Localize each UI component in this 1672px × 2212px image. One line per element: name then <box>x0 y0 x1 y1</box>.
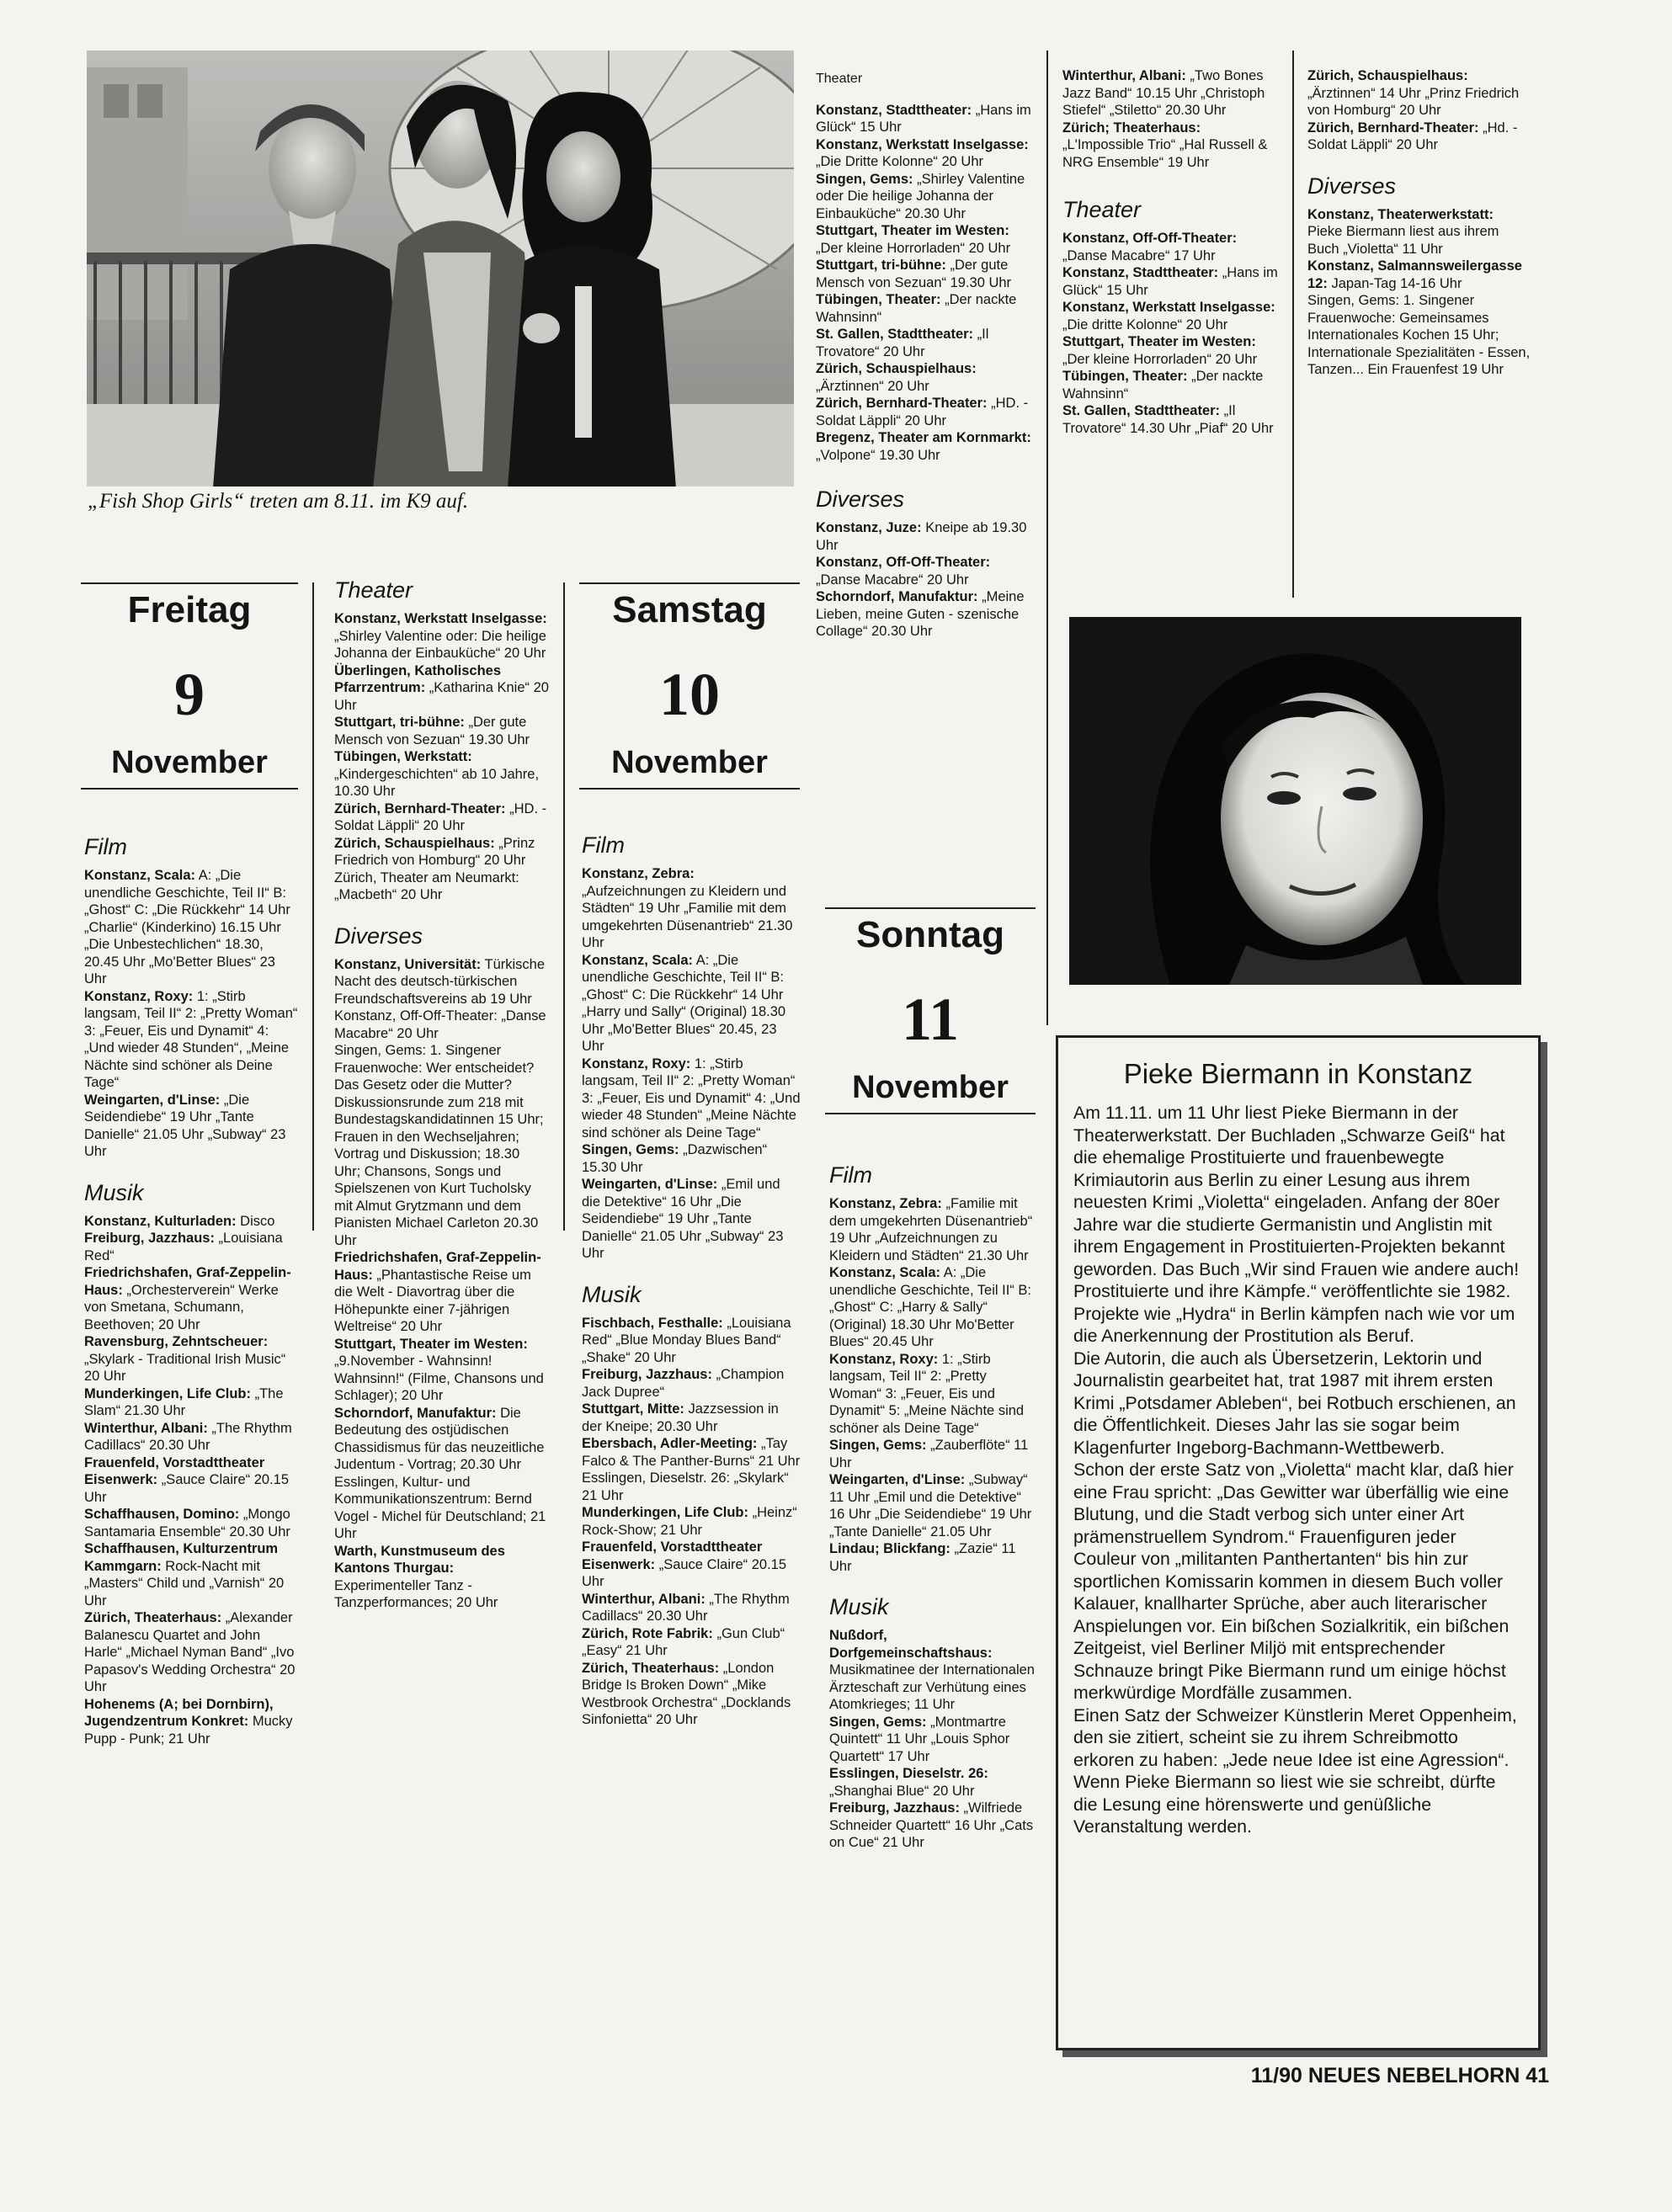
listing-venue: Freiburg, Jazzhaus: <box>582 1367 712 1382</box>
listing-entry <box>334 835 549 869</box>
listing-text: 1: „Stirb langsam, Teil II“ 2: „Pretty Woman“ 3: „Feuer, Eis und Dynamit“ 4: „Und wieder 48 Stunden“ „Meine Nächte sind schöner als Deine Tage“ <box>582 1055 801 1141</box>
listing-text: „Der nackte Wahnsinn“ <box>816 292 1017 325</box>
listing-text: „Dazwischen“ 15.30 Uhr <box>582 1142 768 1175</box>
listing-text: Mucky Pupp - Punk; 21 Uhr <box>84 1714 293 1747</box>
listing-venue: Frauenfeld, Vorstadttheater Eisenwerk: <box>582 1539 763 1572</box>
column-sunday-3 <box>1307 67 1531 379</box>
listing-text: „London Bridge Is Broken Down“ „Mike Westbrook Orchestra“ „Docklands Sinfonietta“ 20 Uhr <box>582 1660 791 1727</box>
listing-venue: Stuttgart, Theater im Westen: <box>334 1336 528 1352</box>
listing-venue: Winterthur, Albani: <box>1062 68 1186 83</box>
listing-entry <box>829 1765 1040 1800</box>
listing-venue: Winterthur, Albani: <box>582 1591 706 1607</box>
listing-text: „The Slam“ 21.30 Uhr <box>84 1385 284 1418</box>
listing-venue: Konstanz, Roxy: <box>582 1055 691 1071</box>
listing-text: „Prinz Friedrich von Homburg“ 20 Uhr <box>334 835 535 868</box>
listing-text: „Aufzeichnungen zu Kleidern und Städten“ 19 Uhr „Familie mit dem umgekehrten Düsenantrieb“ 21.30 Uhr <box>582 883 793 950</box>
listing-text: „Sauce Claire“ 20.15 Uhr <box>84 1472 290 1505</box>
listing-entry <box>84 867 299 988</box>
list-musik <box>84 1213 299 1748</box>
listing-venue: Konstanz, Zebra: <box>829 1196 942 1211</box>
listing-venue: Konstanz, Stadttheater: <box>1062 265 1219 280</box>
listing-entry <box>84 1264 299 1333</box>
listing-venue: Schorndorf, Manufaktur: <box>816 589 978 604</box>
listing-entry <box>84 1092 299 1161</box>
listing-entry <box>84 1333 299 1385</box>
list-theater-continued <box>1307 67 1531 154</box>
listing-text: „Emil und die Detektive“ 16 Uhr „Die Seidendiebe“ 19 Uhr „Tante Danielle“ 21.05 Uhr „Subway“ 23 Uhr <box>582 1177 784 1261</box>
day-month: November <box>81 742 298 790</box>
list-diverses <box>334 956 549 1612</box>
listing-venue: Konstanz, Off-Off-Theater: <box>816 555 991 570</box>
listing-venue: Esslingen, Dieselstr. 26: <box>829 1766 988 1781</box>
listing-venue: Lindau; Blickfang: <box>829 1541 950 1556</box>
listing-venue: Friedrichshafen, Graf-Zeppelin-Haus: <box>334 1250 541 1283</box>
listing-text: „9.November - Wahnsinn! Wahnsinn!“ (Filme, Chansons und Schlager); 20 Uhr <box>334 1353 544 1403</box>
listing-text: „Tay Falco & The Panther-Burns“ 21 Uhr <box>582 1436 801 1469</box>
listing-text: „Heinz“ Rock-Show; 21 Uhr <box>582 1505 797 1538</box>
listing-venue: Stuttgart, Theater im Westen: <box>816 223 1009 238</box>
section-heading-film: Film <box>84 834 127 859</box>
listing-text: Zürich, Theater am Neumarkt: „Macbeth“ 20 Uhr <box>334 869 519 902</box>
listing-text: „Volpone“ 19.30 Uhr <box>816 447 940 463</box>
listing-text: Jazzsession in der Kneipe; 20.30 Uhr <box>582 1401 779 1434</box>
listing-venue: Konstanz, Theaterwerkstatt: <box>1307 206 1494 222</box>
listing-entry <box>582 1591 801 1625</box>
column-friday-2 <box>334 577 549 1612</box>
listing-venue: Zürich, Schauspielhaus: <box>334 835 495 851</box>
listing-text: „Shanghai Blue“ 20 Uhr <box>829 1783 975 1799</box>
listing-entry <box>1062 368 1283 402</box>
listing-text: „Die Seidendiebe“ 19 Uhr „Tante Danielle“ 21.05 Uhr „Subway“ 23 Uhr <box>84 1092 286 1159</box>
listing-entry <box>816 588 1036 641</box>
listing-venue: Schorndorf, Manufaktur: <box>334 1405 497 1421</box>
listing-text: „Shirley Valentine oder: Die heilige Johanna der Einbauküche“ 20 Uhr <box>334 628 546 661</box>
listing-venue: Zürich, Bernhard-Theater: <box>1307 120 1479 136</box>
listing-venue: Singen, Gems: <box>829 1438 927 1453</box>
listing-entry <box>1307 292 1531 379</box>
column-saturday-2 <box>816 74 1036 641</box>
listing-text: „Katharina Knie“ 20 Uhr <box>334 680 549 713</box>
listing-venue: Schaffhausen, Domino: <box>84 1507 240 1522</box>
list-theater <box>334 610 549 904</box>
listing-text: „Hans im Glück“ 15 Uhr <box>816 102 1031 135</box>
listing-venue: Konstanz, Scala: <box>84 868 196 883</box>
list-film <box>84 867 299 1161</box>
listing-text: „Sauce Claire“ 20.15 Uhr <box>582 1556 787 1589</box>
day-header-friday <box>81 582 298 790</box>
listing-text: „Der kleine Horrorladen“ 20 Uhr <box>1062 351 1258 367</box>
listing-entry <box>1062 230 1283 264</box>
listing-venue: Schaffhausen, Kulturzentrum Kammgarn: <box>84 1541 279 1574</box>
listing-text: A: „Die unendliche Geschichte, Teil II“ B: „Ghost“ C: Die Rückkehr“ 14 Uhr „Harry und Sally“ (Original) 18.30 Uhr „Mo'Better Blues“ 20.45, 23 Uhr <box>582 952 786 1054</box>
list-diverses <box>816 519 1036 641</box>
listing-text: „Danse Macabre“ 20 Uhr <box>816 572 969 588</box>
listing-venue: Stuttgart, Mitte: <box>582 1401 684 1417</box>
listing-entry <box>816 360 1036 395</box>
listing-entry <box>334 1042 549 1249</box>
day-name: Sonntag <box>825 907 1036 958</box>
column-rule-4 <box>1292 51 1294 598</box>
listing-venue: Singen, Gems: <box>582 1142 679 1157</box>
listing-entry <box>582 1625 801 1660</box>
listing-text: „The Rhythm Cadillacs“ 20.30 Uhr <box>84 1420 292 1453</box>
article-paragraph: Am 11.11. um 11 Uhr liest Pieke Biermann in der Theaterwerkstatt. Der Buchladen „Schwarze Geiß“ hat die ehemalige Prostituierte und frauenbewegte Krimiautorin aus Berlin zu einer Lesung aus ihrem neuesten Krimi „Violetta“ eingeladen. Anfang der 80er Jahre war die studierte Germanistin und Anglistin mit ihrem Engagement in Prostituierten-Projekten bekannt geworden. Das Buch „Wir sind Frauen wie andere auch! Prostituierte und ihre Kämpfe.“ veröffentlichte sie 1982. Projekte wie „Hydra“ in Berlin kämpfen nach wie vor um die Anerkennung der Prostitution als Beruf. <box>1073 1103 1520 1346</box>
listing-text: A: „Die unendliche Geschichte, Teil II“ B: „Ghost“ C: „Die Rückkehr“ 14 Uhr „Charlie“ (Kinderkino) 16.15 Uhr „Die Unbestechlichen“ 18.30, 20.45 Uhr „Mo'Better Blues“ 23 Uhr <box>84 868 290 986</box>
listing-text: „Ärztinnen“ 20 Uhr <box>816 378 929 394</box>
column-rule-2 <box>563 582 565 1231</box>
listing-venue: Überlingen, Katholisches Pfarrzentrum: <box>334 662 502 695</box>
listing-text: „Orchesterverein“ Werke von Smetana, Schumann, Beethoven; 20 Uhr <box>84 1282 279 1332</box>
listing-venue: Winterthur, Albani: <box>84 1420 208 1436</box>
section-heading-film: Film <box>829 1162 872 1188</box>
listing-entry <box>1062 67 1283 120</box>
day-number: 10 <box>659 661 720 728</box>
listing-entry <box>1307 67 1531 120</box>
day-header-sunday <box>825 907 1036 1114</box>
listing-entry <box>334 1249 549 1336</box>
listing-text: Die Bedeutung des ostjüdischen Chassidismus für das neuzeitliche Judentum - Vortrag; 20.30 Uhr <box>334 1405 545 1472</box>
listing-venue: Fischbach, Festhalle: <box>582 1315 723 1331</box>
section-heading-theater: Theater <box>1062 197 1142 222</box>
list-theater <box>816 102 1036 465</box>
listing-entry <box>84 1213 299 1231</box>
listing-text: Kneipe ab 19.30 Uhr <box>816 520 1027 553</box>
listing-venue: Konstanz, Scala: <box>829 1265 941 1280</box>
listing-entry <box>816 326 1036 360</box>
listing-text: Konstanz, Off-Off-Theater: „Danse Macabre“ 20 Uhr <box>334 1008 546 1041</box>
listing-text: „Der nackte Wahnsinn“ <box>1062 369 1264 401</box>
listing-entry <box>829 1264 1040 1351</box>
listing-text: „Meine Lieben, meine Guten - szenische Collage“ 20.30 Uhr <box>816 589 1025 639</box>
listing-entry <box>1062 264 1283 299</box>
column-sunday-2 <box>1062 67 1283 437</box>
day-month: November <box>825 1067 1036 1114</box>
listing-venue: Bregenz, Theater am Kornmarkt: <box>816 430 1031 445</box>
listing-entry <box>84 1420 299 1454</box>
listing-venue: Konstanz, Werkstatt Inselgasse: <box>816 136 1029 152</box>
listing-entry <box>84 1454 299 1507</box>
listing-entry <box>1307 258 1531 292</box>
page-footer: 11/90 NEUES NEBELHORN 41 <box>1250 2064 1549 2087</box>
listing-venue: Friedrichshafen, Graf-Zeppelin-Haus: <box>84 1265 291 1298</box>
listing-text: „Ärztinnen“ 14 Uhr „Prinz Friedrich von Homburg“ 20 Uhr <box>1307 85 1520 118</box>
list-film <box>582 865 801 1263</box>
listing-text: Japan-Tag 14-16 Uhr <box>1327 275 1462 291</box>
day-number: 9 <box>174 661 205 728</box>
listing-entry <box>829 1627 1040 1714</box>
listing-text: „Alexander Balanescu Quartet and John Harle“ „Michael Nyman Band“ „Ivo Papasov's Wedding Orchestra“ 20 Uhr <box>84 1610 296 1694</box>
article-paragraph: Wenn Pieke Biermann so liest wie sie schreibt, dürfte die Lesung eine hörenswerte und genüßliche Veranstaltung werden. <box>1073 1772 1496 1837</box>
list-diverses <box>1307 206 1531 379</box>
listing-venue: Konstanz, Scala: <box>582 952 694 968</box>
listing-entry <box>582 1141 801 1176</box>
listing-entry <box>334 1405 549 1474</box>
listing-text: „Mongo Santamaria Ensemble“ 20.30 Uhr <box>84 1507 290 1539</box>
listing-text: Experimenteller Tanz - Tanzperformances; 20 Uhr <box>334 1577 498 1610</box>
listing-entry <box>1062 120 1283 172</box>
listing-text: „Louisiana Red“ <box>84 1231 283 1263</box>
listing-text: „Skylark - Traditional Irish Music“ 20 Uhr <box>84 1351 286 1384</box>
listing-entry <box>334 1474 549 1543</box>
listing-entry <box>582 1401 801 1435</box>
listing-entry <box>334 662 549 715</box>
listing-text: „Danse Macabre“ 17 Uhr <box>1062 247 1216 263</box>
listing-entry <box>84 1506 299 1540</box>
listing-text: „L'Impossible Trio“ „Hal Russell & NRG Ensemble“ 19 Uhr <box>1062 137 1268 170</box>
listing-text: „HD. - Soldat Läppli“ 20 Uhr <box>816 396 1029 428</box>
photo-pieke-biermann-image <box>1069 617 1521 985</box>
photo-fish-shop-girls <box>87 51 794 487</box>
listing-venue: Zürich, Schauspielhaus: <box>1307 68 1468 83</box>
listing-text: Türkische Nacht des deutsch-türkischen Freundschaftsvereins ab 19 Uhr <box>334 956 546 1007</box>
listing-venue: Stuttgart, Theater im Westen: <box>1062 334 1256 349</box>
listing-entry <box>582 1366 801 1401</box>
listing-text: „Die dritte Kolonne“ 20 Uhr <box>1062 316 1228 332</box>
list-film <box>829 1195 1040 1575</box>
listing-text: Esslingen, Dieselstr. 26: „Skylark“ 21 Uhr <box>582 1470 789 1503</box>
article-box <box>1056 1035 1541 2050</box>
section-heading-diverses: Diverses <box>816 487 905 512</box>
listing-text: „Gun Club“ „Easy“ 21 Uhr <box>582 1625 785 1658</box>
listing-text: „Subway“ 11 Uhr „Emil und die Detektive“ 16 Uhr „Die Seidendiebe“ 19 Uhr „Tante Danielle“ 21.05 Uhr <box>829 1472 1032 1539</box>
listing-entry <box>334 610 549 662</box>
list-musik <box>582 1315 801 1729</box>
listing-text: „Die Dritte Kolonne“ 20 Uhr <box>816 154 983 169</box>
section-heading-diverses: Diverses <box>1307 173 1397 199</box>
listing-entry <box>582 1055 801 1142</box>
listing-venue: Zürich, Theaterhaus: <box>84 1610 222 1625</box>
listing-entry <box>829 1437 1040 1471</box>
article-body <box>1058 1102 1538 1838</box>
day-name: Freitag <box>81 582 298 633</box>
listing-venue: Tübingen, Werkstatt: <box>334 749 472 764</box>
listing-entry <box>582 1435 801 1470</box>
listing-text: „Familie mit dem umgekehrten Düsenantrieb“ 19 Uhr „Aufzeichnungen zu Kleidern und Städten“ 21.30 Uhr <box>829 1196 1033 1263</box>
listing-text: „Hd. - Soldat Läppli“ 20 Uhr <box>1307 120 1518 152</box>
listing-venue: Konstanz, Universität: <box>334 956 482 972</box>
listing-venue: Stuttgart, tri-bühne: <box>334 715 465 730</box>
listing-venue: Konstanz, Kulturladen: <box>84 1213 237 1229</box>
listing-entry <box>816 554 1036 588</box>
listing-entry <box>829 1540 1040 1575</box>
listing-venue: Weingarten, d'Linse: <box>84 1092 221 1108</box>
day-month: November <box>579 742 800 790</box>
listing-venue: Zürich; Theaterhaus: <box>1062 120 1201 136</box>
day-number: 11 <box>901 986 960 1053</box>
listing-venue: Tübingen, Theater: <box>1062 369 1188 384</box>
listing-venue: Konstanz, Juze: <box>816 520 922 535</box>
listing-entry <box>334 714 549 748</box>
listing-entry <box>829 1471 1040 1540</box>
listing-text: „Il Trovatore“ 20 Uhr <box>816 327 989 359</box>
listing-venue: Warth, Kunstmuseum des Kantons Thurgau: <box>334 1543 505 1576</box>
listing-entry <box>334 1008 549 1042</box>
list-theater <box>1062 230 1283 437</box>
column-sunday-1 <box>829 1162 1040 1852</box>
listing-venue: Ebersbach, Adler-Meeting: <box>582 1436 758 1451</box>
day-name: Samstag <box>579 582 800 633</box>
listing-entry <box>582 1315 801 1367</box>
section-heading-theater-small: Theater <box>816 72 863 86</box>
listing-entry <box>582 1176 801 1263</box>
listing-entry <box>582 1660 801 1729</box>
article-paragraph: Schon der erste Satz von „Violetta“ macht klar, daß hier eine Frau spricht: „Das Gewitter war überfällig wie eine Blutung, und die Stadt verbog sich unter einer Art prämenstruellem Syndrom.“ Frauenfiguren jeder Couleur von „militanten Panthertanten“ bis hin zur sportlichen Komissarin kommen in diesem Buch voller Kalauer, knallharter Sprüche, aber auch literarischer Anspielungen vor. Ein bißchen Sozialkritik, ein bißchen Zeitgeist, viel Berliner Miljö mit entsprechender Schnauze bringt Pike Biermann rund um einige höchst merkwürdige Mordfälle zusammen. <box>1073 1460 1514 1703</box>
listing-entry <box>334 869 549 904</box>
listing-text: „Zauberflöte“ 11 Uhr <box>829 1438 1029 1470</box>
section-heading-film: Film <box>582 832 625 858</box>
listing-venue: Nußdorf, Dorfgemeinschaftshaus: <box>829 1628 993 1661</box>
listing-entry <box>1307 120 1531 154</box>
column-rule-3 <box>1046 51 1048 1025</box>
listing-venue: Stuttgart, tri-bühne: <box>816 258 946 273</box>
listing-entry <box>1062 299 1283 333</box>
listing-entry <box>816 222 1036 257</box>
listing-entry <box>84 1696 299 1748</box>
listing-venue: Zürich, Rote Fabrik: <box>582 1625 713 1641</box>
listing-entry <box>582 1539 801 1591</box>
listing-entry <box>816 171 1036 223</box>
section-heading-theater: Theater <box>334 577 413 603</box>
photo-pieke-biermann <box>1069 617 1521 985</box>
listing-entry <box>816 136 1036 171</box>
listing-entry <box>84 1230 299 1264</box>
listing-entry <box>582 1470 801 1504</box>
listing-venue: Munderkingen, Life Club: <box>84 1385 251 1401</box>
listing-entry <box>334 956 549 1008</box>
article-paragraphs <box>1073 1102 1523 1838</box>
photo-caption: „Fish Shop Girls“ treten am 8.11. im K9 auf. <box>88 490 469 513</box>
article-title: Pieke Biermann in Konstanz <box>1123 1058 1473 1089</box>
listing-entry <box>334 748 549 800</box>
listing-venue: Tübingen, Theater: <box>816 292 941 307</box>
listing-entry <box>582 865 801 952</box>
listing-venue: Konstanz, Werkstatt Inselgasse: <box>1062 300 1275 315</box>
column-friday-1 <box>84 833 299 1747</box>
listing-venue: Weingarten, d'Linse: <box>829 1472 966 1487</box>
listing-text: „Louisiana Red“ „Blue Monday Blues Band“ „Shake“ 20 Uhr <box>582 1315 791 1365</box>
listing-text: A: „Die unendliche Geschichte, Teil II“ B: „Ghost“ C: „Harry & Sally“ (Original) 18.30 Uhr Mo'Better Blues“ 20.45 Uhr <box>829 1265 1031 1349</box>
listing-venue: Konstanz, Zebra: <box>582 866 695 881</box>
listing-entry <box>816 395 1036 429</box>
listing-venue: Konstanz, Roxy: <box>829 1351 939 1367</box>
listing-venue: Singen, Gems: <box>816 171 913 187</box>
day-header-saturday <box>579 582 800 790</box>
listing-text: 1: „Stirb langsam, Teil II“ 2: „Pretty Woman“ 3: „Feuer, Eis und Dynamit“ 4: „Und wieder 48 Stunden“, „Meine Nächte sind schöner als Deine Tage“ <box>84 988 298 1090</box>
listing-text: „Der kleine Horrorladen“ 20 Uhr <box>816 240 1011 256</box>
listing-venue: St. Gallen, Stadttheater: <box>816 327 974 342</box>
listing-venue: Munderkingen, Life Club: <box>582 1505 748 1520</box>
listing-text: Singen, Gems: 1. Singener Frauenwoche: Wer entscheidet? Das Gesetz oder die Mutter? Diskussionsrunde zum 218 mit Bundestagskandidatinnen 15 Uhr; Frauen in den Wechseljahren; Vortrag und Diskussion; 18.30 Uhr; Chansons, Songs und Spielszenen von Kurt Tucholsky mit Almut Grytzmann und dem Pianisten Michael Carleton 20.30 Uhr <box>334 1043 544 1248</box>
article-paragraph: Einen Satz der Schweizer Künstlerin Meret Oppenheim, den sie zitiert, scheint sie zu ihrem Schreibmotto erkoren zu haben: „Jede neue Idee ist eine Agression“. <box>1073 1704 1517 1770</box>
listing-venue: Konstanz, Salmannsweilergasse 12: <box>1307 258 1522 291</box>
listing-text: „Il Trovatore“ 14.30 Uhr „Piaf“ 20 Uhr <box>1062 403 1274 436</box>
photo-fish-shop-girls-image <box>87 51 794 487</box>
listing-venue: Konstanz, Off-Off-Theater: <box>1062 231 1238 246</box>
listing-text: „The Rhythm Cadillacs“ 20.30 Uhr <box>582 1591 790 1624</box>
listing-entry <box>816 102 1036 136</box>
listing-entry <box>582 1504 801 1539</box>
listing-venue: St. Gallen, Stadttheater: <box>1062 403 1221 418</box>
listing-entry <box>84 1540 299 1609</box>
listing-entry <box>816 519 1036 554</box>
listing-entry <box>816 429 1036 464</box>
section-heading-musik: Musik <box>582 1281 642 1307</box>
listing-text: „Kindergeschichten“ ab 10 Jahre, 10.30 Uhr <box>334 766 540 799</box>
listing-venue: Freiburg, Jazzhaus: <box>829 1800 960 1816</box>
listing-venue: Konstanz, Stadttheater: <box>816 102 972 118</box>
listing-text: 1: „Stirb langsam, Teil II“ 2: „Pretty Woman“ 3: „Feuer, Eis und Dynamit“ 5: „Meine Nächte sind schöner als Deine Tage“ <box>829 1351 1025 1436</box>
listing-entry <box>84 1385 299 1420</box>
listing-text: Musikmatinee der Internationalen Ärzteschaft zur Verhütung eines Atomkrieges; 11 Uhr <box>829 1662 1035 1712</box>
listing-text: Disco <box>236 1213 275 1229</box>
listing-entry <box>829 1714 1040 1766</box>
listing-entry <box>816 291 1036 326</box>
listing-text: Singen, Gems: 1. Singener Frauenwoche: Gemeinsames Internationales Kochen 15 Uhr; Internationale Spezialitäten - Essen, Tanzen... Ein Frauenfest 19 Uhr <box>1307 293 1531 377</box>
listing-text: „HD. - Soldat Läppli“ 20 Uhr <box>334 800 547 833</box>
listing-venue: Hohenems (A; bei Dornbirn), Jugendzentrum Konkret: <box>84 1696 274 1729</box>
list-musik-continued <box>1062 67 1283 171</box>
listing-text: Esslingen, Kultur- und Kommunikationszentrum: Bernd Vogel - Michel für Deutschland; 21 Uhr <box>334 1474 546 1541</box>
list-musik <box>829 1627 1040 1852</box>
listing-text: „Phantastische Reise um die Welt - Diavortrag über die Höhepunkte einer 7-jährigen Weltreise“ 20 Uhr <box>334 1267 531 1334</box>
section-heading-diverses: Diverses <box>334 923 423 949</box>
listing-entry <box>1062 333 1283 368</box>
listing-venue: Ravensburg, Zehntscheuer: <box>84 1334 269 1349</box>
listing-entry <box>829 1800 1040 1852</box>
listing-text: „Champion Jack Dupree“ <box>582 1367 785 1400</box>
section-heading-musik: Musik <box>84 1179 144 1205</box>
listing-entry <box>84 1609 299 1696</box>
listing-text: „Montmartre Quintett“ 11 Uhr „Louis Sphor Quartett“ 17 Uhr <box>829 1714 1010 1764</box>
listing-entry <box>334 800 549 835</box>
listing-entry <box>84 988 299 1092</box>
listing-venue: Singen, Gems: <box>829 1714 927 1730</box>
listing-entry <box>334 1543 549 1612</box>
listing-text: „Der gute Mensch von Sezuan“ 19.30 Uhr <box>816 258 1012 290</box>
listing-text: Rock-Nacht mit „Masters“ Child und „Varnish“ 20 Uhr <box>84 1558 285 1608</box>
listing-entry <box>1307 206 1531 258</box>
listing-entry <box>1062 402 1283 437</box>
listing-venue: Konstanz, Werkstatt Inselgasse: <box>334 611 547 626</box>
listing-text: „Der gute Mensch von Sezuan“ 19.30 Uhr <box>334 715 530 747</box>
listing-entry <box>829 1195 1040 1264</box>
listing-venue: Freiburg, Jazzhaus: <box>84 1231 215 1246</box>
listing-venue: Zürich, Theaterhaus: <box>582 1660 720 1676</box>
listing-text: „Hans im Glück“ 15 Uhr <box>1062 265 1278 298</box>
listing-venue: Zürich, Schauspielhaus: <box>816 361 977 376</box>
section-heading-musik: Musik <box>829 1594 889 1619</box>
listing-text: „Two Bones Jazz Band“ 10.15 Uhr „Christoph Stiefel“ „Stiletto“ 20.30 Uhr <box>1062 68 1265 118</box>
column-rule-1 <box>312 582 314 1231</box>
listing-text: „Zazie“ 11 Uhr <box>829 1541 1016 1574</box>
listing-venue: Konstanz, Roxy: <box>84 988 194 1004</box>
listing-text: „Shirley Valentine oder Die heilige Johanna der Einbauküche“ 20.30 Uhr <box>816 171 1025 221</box>
column-saturday-1 <box>582 832 801 1729</box>
listing-venue: Zürich, Bernhard-Theater: <box>334 800 506 816</box>
listing-entry <box>829 1351 1040 1438</box>
listing-entry <box>582 952 801 1055</box>
listing-entry <box>816 257 1036 291</box>
article-paragraph: Die Autorin, die auch als Übersetzerin, Lektorin und Journalistin gearbeitet hat, trat 1987 mit ihrem ersten Krimi „Potsdamer Ableben“, bei Rotbuch erschienen, an die Öffentlichkeit. Dieses Jahr las sie sogar beim Klagenfurter Ingeborg-Bachmann-Wettbewerb. <box>1073 1348 1516 1458</box>
listing-venue: Zürich, Bernhard-Theater: <box>816 396 988 411</box>
listing-text: Pieke Biermann liest aus ihrem Buch „Violetta“ 11 Uhr <box>1307 224 1499 257</box>
listing-entry <box>334 1336 549 1405</box>
listing-text: „Wilfriede Schneider Quartett“ 16 Uhr „Cats on Cue“ 21 Uhr <box>829 1800 1034 1850</box>
listing-venue: Frauenfeld, Vorstadttheater Eisenwerk: <box>84 1454 265 1487</box>
listing-venue: Weingarten, d'Linse: <box>582 1177 718 1192</box>
